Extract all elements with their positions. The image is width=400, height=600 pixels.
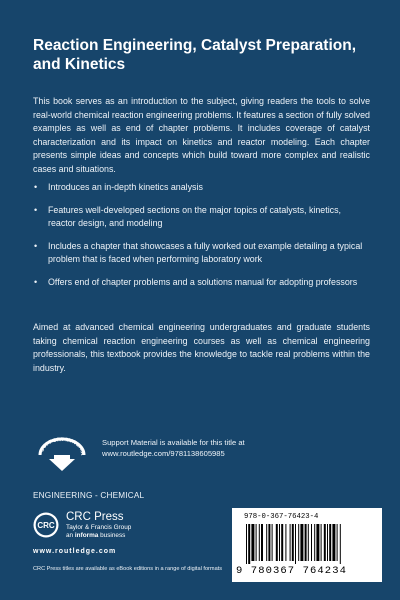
support-material-icon bbox=[36, 435, 88, 473]
publisher-info bbox=[66, 511, 131, 540]
barcode-bar bbox=[268, 524, 270, 561]
barcode-bar bbox=[314, 524, 315, 561]
list-item bbox=[33, 181, 370, 195]
publisher-group: Taylor & Francis Group bbox=[66, 524, 132, 531]
barcode-bar bbox=[248, 524, 250, 564]
list-item bbox=[33, 204, 370, 231]
bullet-icon: • bbox=[34, 182, 38, 192]
business-name: informa bbox=[74, 532, 99, 539]
barcode-bar bbox=[321, 524, 322, 561]
barcode-bar bbox=[285, 524, 286, 561]
barcode-bar bbox=[329, 524, 331, 561]
book-title bbox=[33, 36, 373, 74]
barcode-bar bbox=[295, 524, 296, 564]
audience-paragraph: Aimed at advanced chemical engineering undergraduates and graduate students taking chemical reaction engineering courses as well as chemical engineering professionals, this textbook provides the knowledge to tackle real problems within the industry. bbox=[33, 322, 370, 373]
crc-press-logo bbox=[33, 512, 59, 538]
subject-category: ENGINEERING - CHEMICAL bbox=[33, 491, 145, 500]
barcode-bar bbox=[276, 524, 278, 561]
list-item bbox=[33, 276, 370, 290]
barcode-bar bbox=[305, 524, 307, 561]
bullet-text: Offers end of chapter problems and a solutions manual for adopting professors bbox=[48, 276, 358, 287]
barcode-bar bbox=[266, 524, 267, 561]
title-line-2: and Kinetics bbox=[33, 56, 126, 73]
barcode-digits: 9 780367 764234 bbox=[236, 565, 348, 577]
barcode-bar bbox=[308, 524, 309, 561]
barcode-bar bbox=[272, 524, 273, 561]
bullet-icon: • bbox=[34, 204, 38, 215]
bullet-text: Features well-developed sections on the major topics of catalysts, kinetics, reactor design, and modeling bbox=[48, 204, 342, 229]
feature-list bbox=[33, 181, 370, 299]
support-icon-label: SUPPORT MATERIA bbox=[39, 436, 86, 456]
barcode-bar bbox=[256, 524, 257, 561]
support-material-block bbox=[36, 435, 376, 467]
barcode-bar bbox=[340, 524, 341, 564]
publisher-business bbox=[66, 532, 131, 540]
barcode-bar bbox=[298, 524, 299, 561]
bullet-icon: • bbox=[34, 276, 38, 287]
bullet-icon: • bbox=[34, 240, 38, 251]
barcode-bar bbox=[261, 524, 263, 561]
barcode-bar bbox=[290, 524, 291, 561]
support-text bbox=[102, 437, 245, 459]
barcode-bar bbox=[327, 524, 328, 561]
isbn-label: 978-0-367-76423-4 bbox=[244, 513, 319, 521]
isbn-barcode bbox=[246, 524, 378, 564]
barcode-bar bbox=[292, 524, 294, 561]
intro-paragraph: This book serves as an introduction to the subject, giving readers the tools to solve real-world chemical reaction engineering problems. It features a section of fully solved examples as well as end of chapter problems. It includes coverage of catalyst characterization and its impact on kinetics and reactor modeling. Each chapter presents simple ideas and concepts which build toward more complex and realistic cases and situations. bbox=[33, 96, 370, 174]
barcode-bar bbox=[300, 524, 303, 561]
list-item bbox=[33, 240, 370, 267]
publisher-name: CRC Press bbox=[66, 511, 124, 523]
barcode-bar bbox=[259, 524, 260, 561]
barcode-bar bbox=[311, 524, 312, 561]
support-url[interactable]: www.routledge.com/9781138605985 bbox=[102, 449, 225, 458]
barcode-bar bbox=[332, 524, 335, 561]
title-line-1: Reaction Engineering, Catalyst Preparation, bbox=[33, 37, 356, 54]
barcode-bar bbox=[279, 524, 280, 561]
bullet-text: Includes a chapter that showcases a fully worked out example detailing a typical problem that is faced when performing laboratory work bbox=[48, 240, 363, 265]
barcode-bar bbox=[281, 524, 283, 561]
barcode-bar bbox=[246, 524, 247, 564]
barcode-bar bbox=[251, 524, 254, 561]
barcode-bar bbox=[324, 524, 326, 561]
support-line-1: Support Material is available for this title at bbox=[102, 438, 245, 447]
business-suffix: business bbox=[100, 532, 126, 539]
crc-logo-text: CRC bbox=[37, 521, 55, 530]
barcode-bar bbox=[337, 524, 338, 561]
business-prefix: an bbox=[66, 532, 74, 539]
publisher-website[interactable]: www.routledge.com bbox=[33, 548, 117, 555]
barcode-bar bbox=[316, 524, 319, 561]
ebook-note: CRC Press titles are available as eBook editions in a range of digital formats bbox=[33, 566, 223, 572]
bullet-text: Introduces an in-depth kinetics analysis bbox=[48, 182, 203, 192]
